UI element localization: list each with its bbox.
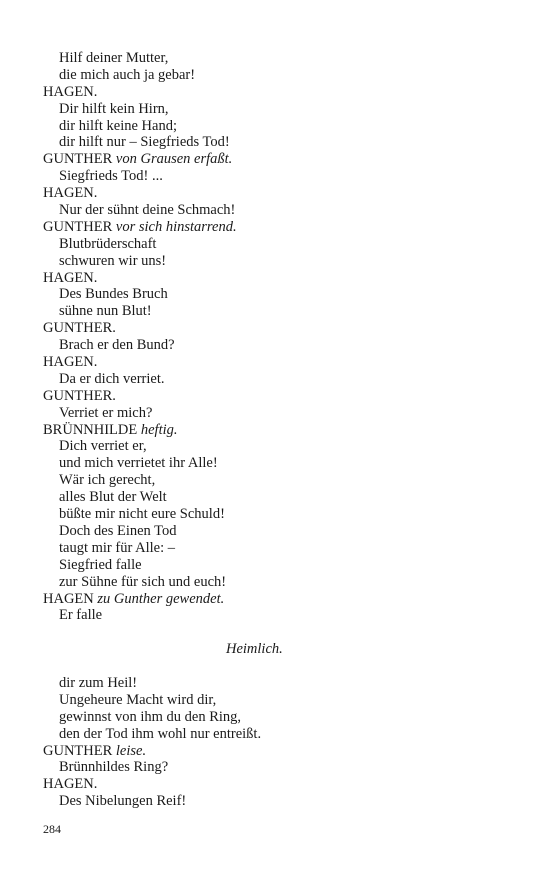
speaker-line [43, 776, 513, 793]
verse-line: Nur der sühnt deine Schmach! [59, 202, 236, 219]
speaker-name: HAGEN [43, 590, 94, 607]
verse-line: dir hilft nur – Siegfrieds Tod! [59, 134, 230, 151]
speaker-name: GUNTHER [43, 218, 113, 235]
verse-line: Da er dich verriet. [59, 370, 165, 387]
verse-line: alles Blut der Welt [59, 489, 167, 506]
verse-line: Siegfrieds Tod! ... [59, 168, 163, 185]
verse-line: Ungeheure Macht wird dir, [59, 691, 217, 708]
speaker-name: GUNTHER. [43, 387, 116, 404]
verse-line: Hilf deiner Mutter, [59, 50, 169, 66]
speaker-direction: leise. [115, 742, 147, 759]
speaker-name: HAGEN. [43, 776, 98, 793]
speaker-line [43, 422, 513, 439]
verse-line: büßte mir nicht eure Schuld! [59, 506, 225, 523]
stage-direction: Heimlich. [226, 641, 283, 658]
verse-line: Er falle [59, 607, 103, 624]
speaker-line [43, 320, 513, 337]
verse-line: Verriet er mich? [59, 404, 153, 421]
speaker-line [43, 270, 513, 287]
speaker-name: HAGEN. [43, 269, 98, 286]
speaker-line [43, 151, 513, 168]
verse-line: taugt mir für Alle: – [59, 539, 175, 556]
speaker-direction: von Grausen erfaßt. [115, 151, 233, 168]
verse-line: gewinnst von ihm du den Ring, [59, 708, 242, 725]
speaker-line [43, 388, 513, 405]
verse-line: Doch des Einen Tod [59, 522, 177, 539]
verse-line: dir hilft keine Hand; [59, 117, 177, 134]
verse-line: den der Tod ihm wohl nur entreißt. [59, 725, 262, 742]
verse-line: Dir hilft kein Hirn, [59, 100, 169, 117]
speaker-name: GUNTHER [43, 151, 113, 168]
verse-line: die mich auch ja gebar! [59, 66, 196, 83]
speaker-direction: heftig. [140, 421, 178, 438]
verse-line: Des Bundes Bruch [59, 286, 168, 303]
verse-line: und mich verrietet ihr Alle! [59, 455, 218, 472]
verse-line: zur Sühne für sich und euch! [59, 573, 227, 590]
speaker-line [43, 84, 513, 101]
verse-line: Siegfried falle [59, 556, 142, 573]
speaker-name: HAGEN. [43, 354, 98, 371]
verse-line: Wär ich gerecht, [59, 472, 156, 489]
verse-line: dir zum Heil! [59, 674, 138, 691]
speaker-line [43, 219, 513, 236]
verse-line: sühne nun Blut! [59, 303, 152, 320]
speaker-name: GUNTHER [43, 742, 113, 759]
speaker-line [43, 743, 513, 760]
speaker-line [43, 354, 513, 371]
page-number: 284 [43, 822, 61, 836]
blank-line [43, 658, 513, 675]
speaker-direction: zu Gunther gewendet. [97, 590, 225, 607]
libretto-text [43, 50, 513, 810]
speaker-name: HAGEN. [43, 83, 98, 100]
verse-line: Blutbrüderschaft [59, 235, 157, 252]
speaker-name: GUNTHER. [43, 320, 116, 337]
speaker-line [43, 185, 513, 202]
speaker-line [43, 591, 513, 608]
verse-line: Brünnhildes Ring? [59, 759, 169, 776]
verse-line: schwuren wir uns! [59, 252, 167, 269]
speaker-direction: vor sich hinstarrend. [115, 218, 237, 235]
speaker-name: BRÜNNHILDE [43, 421, 138, 438]
blank-line [43, 624, 513, 641]
speaker-name: HAGEN. [43, 185, 98, 202]
verse-line: Brach er den Bund? [59, 337, 175, 354]
verse-line: Des Nibelungen Reif! [59, 793, 187, 810]
verse-line: Dich verriet er, [59, 438, 147, 455]
